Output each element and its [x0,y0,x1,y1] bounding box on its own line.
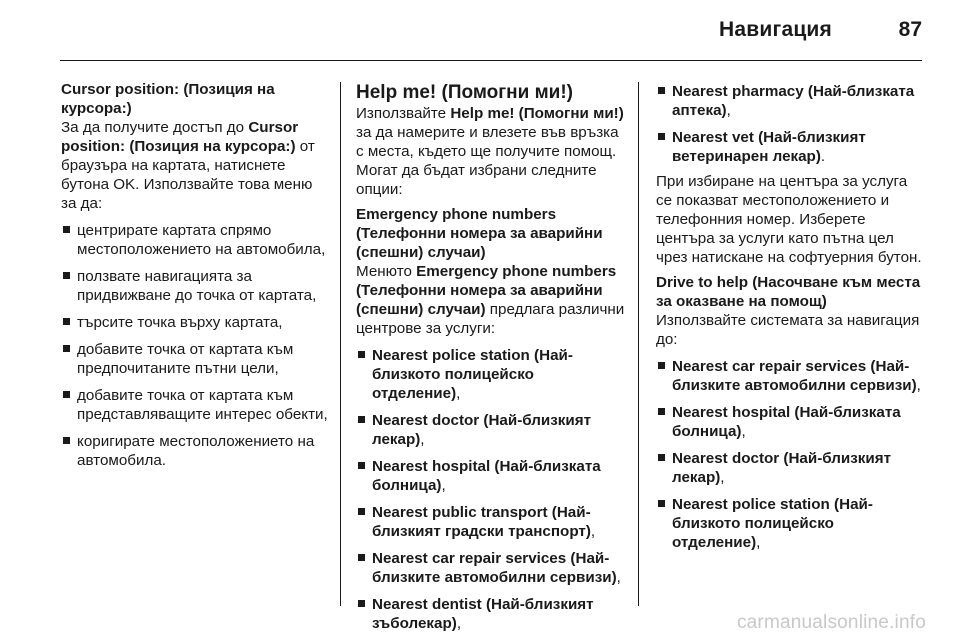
list-item: добавите точка от картата към представляващите интерес обекти, [61,386,329,424]
list-item [656,449,924,487]
intro-text-end: предлага различни центрове за услуги: [356,301,625,337]
item-label: Nearest dentist (Най-близкият зъболекар) [372,596,594,632]
list-item [656,403,924,441]
item-label: Nearest pharmacy (Най-близката аптека) [672,83,915,119]
watermark: carmanualsonline.info [736,612,926,633]
item-label: Nearest police station (Най-близкото полицейско отделение) [672,496,873,551]
cursor-options-list [61,221,329,470]
item-label: Nearest doctor (Най-близкият лекар) [372,412,592,448]
punct: , [720,469,725,486]
emergency-list [356,346,626,633]
list-item [356,346,626,403]
list-item [656,128,924,166]
punct: , [741,423,746,440]
item-label: Nearest car repair services (Най-близките автомобилни сервизи) [372,550,617,586]
intro-text-end: от браузъра на картата, натиснете бутона OK. Използвайте това меню за да: [61,138,315,212]
item-label: Nearest hospital (Най-близката болница) [372,458,601,494]
punct: , [456,615,462,632]
intro-bold: Help me! (Помогни ми!) [450,105,624,122]
drive-to-help-heading: Drive to help (Насочване към места за оказване на помощ) [656,274,921,310]
punct: , [616,569,621,586]
item-label: Nearest police station (Най-близкото полицейско отделение) [372,347,573,402]
emergency-heading: Emergency phone numbers (Телефонни номера за аварийни (спешни) случаи) [356,206,603,261]
list-item [356,503,626,541]
column-3 [656,82,924,552]
intro-bold: Emergency phone numbers (Телефонни номера за аварийни (спешни) случаи) [356,263,617,318]
list-item [656,495,924,552]
column-1 [61,80,329,470]
list-item: търсите точка върху картата, [61,313,329,332]
list-item [356,595,626,633]
intro-text: За да получите достъп до [61,119,249,136]
punct: , [420,431,425,448]
intro-bold: Cursor position: (Позиция на курсора:) [61,119,299,155]
drive-to-help-list [656,357,924,552]
list-item: коригирате местоположението на автомобила. [61,432,329,470]
item-label: Nearest hospital (Най-близката болница) [672,404,901,440]
punct: . [820,148,826,165]
list-item [356,549,626,587]
page-number: 87 [898,18,922,41]
punct: , [590,523,596,540]
column-divider-1 [340,82,341,606]
column-divider-2 [638,82,639,606]
list-item [656,82,924,120]
intro-text: Използвайте [356,105,451,122]
punct: , [456,385,461,402]
item-label: Nearest vet (Най-близкият ветеринарен лекар) [672,129,866,165]
column-2 [356,82,626,633]
punct: , [441,477,446,494]
item-label: Nearest doctor (Най-близкият лекар) [672,450,892,486]
page-title: Навигация [719,18,832,41]
pharmacy-vet-list [656,82,924,166]
list-item: ползвате навигацията за придвижване до точка от картата, [61,267,329,305]
header-rule [60,60,922,61]
cursor-position-heading: Cursor position: (Позиция на курсора:) [61,81,275,117]
item-label: Nearest public transport (Най-близкият градски транспорт) [372,504,591,540]
emergency-intro [356,262,626,338]
drive-to-help-intro: Използвайте системата за навигация до: [656,312,920,348]
help-me-heading: Help me! (Помогни ми!) [356,82,574,103]
select-service-text: При избиране на центъра за услуга се показват местоположението и телефонния номер. Изберете центъра за услуги като пътна цел чрез натискане на софтуерния бутон. [656,173,922,266]
list-item [356,457,626,495]
punct: , [756,534,761,551]
intro-text: Менюто [356,263,417,280]
list-item [656,357,924,395]
help-me-intro [356,104,626,199]
cursor-position-intro [61,118,329,213]
list-item: центрирате картата спрямо местоположението на автомобила, [61,221,329,259]
intro-text-end: за да намерите и влезете във връзка с места, където ще получите помощ. Могат да бъдат избрани следните опции: [356,124,619,198]
punct: , [916,377,921,394]
list-item [356,411,626,449]
list-item: добавите точка от картата към предпочитаните пътни цели, [61,340,329,378]
item-label: Nearest car repair services (Най-близките автомобилни сервизи) [672,358,917,394]
punct: , [726,102,731,119]
